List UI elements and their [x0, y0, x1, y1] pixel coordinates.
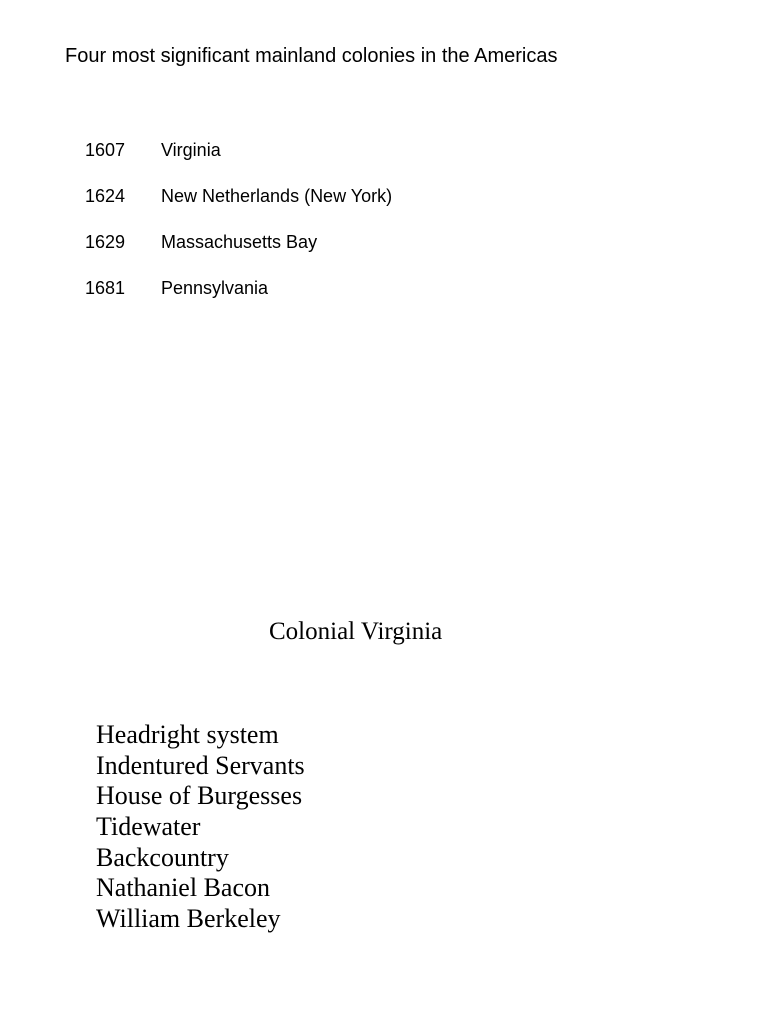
term-item: Nathaniel Bacon: [96, 873, 270, 903]
colony-year: 1624: [85, 186, 126, 206]
section-title: Colonial Virginia: [269, 618, 443, 645]
colony-year: 1607: [85, 140, 126, 160]
colony-row: [85, 138, 392, 184]
term-item: Backcountry: [96, 842, 229, 872]
colony-row: [85, 276, 392, 322]
colony-name: Virginia: [161, 140, 221, 160]
colony-year: 1681: [85, 278, 126, 298]
term-item: Tidewater: [96, 812, 201, 842]
term-item: William Berkeley: [96, 904, 281, 934]
colony-name: Massachusetts Bay: [161, 232, 318, 252]
colony-row: [85, 230, 392, 276]
colony-timeline: [85, 138, 392, 322]
colony-name: Pennsylvania: [161, 278, 269, 298]
colony-name: New Netherlands (New York): [161, 186, 393, 206]
colony-row: [85, 184, 392, 230]
term-item: Indentured Servants: [96, 750, 305, 780]
page-title: Four most significant mainland colonies in the Americas: [65, 45, 558, 67]
colony-year: 1629: [85, 232, 126, 252]
term-item: Headright system: [96, 720, 279, 749]
term-item: House of Burgesses: [96, 781, 303, 811]
term-list: [96, 720, 305, 935]
